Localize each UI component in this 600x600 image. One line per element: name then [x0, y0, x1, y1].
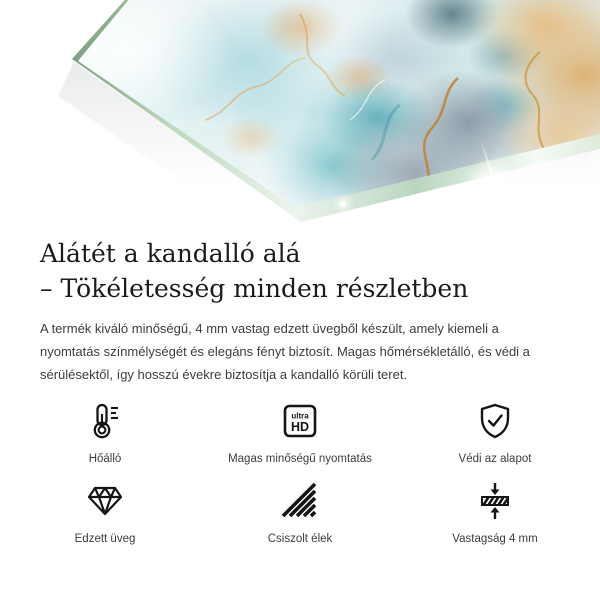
feature-label: Védi az alapot	[458, 453, 532, 465]
title-line-1: Alátét a kandalló alá	[40, 239, 301, 268]
feature-tempered-glass	[0, 481, 210, 545]
feature-label: Magas minőségű nyomtatás	[228, 453, 372, 465]
features-grid	[0, 401, 600, 545]
svg-text:HD: HD	[290, 420, 310, 434]
feature-heat-resistant	[0, 401, 210, 465]
polished-edges-icon	[280, 481, 320, 521]
feature-thickness	[390, 481, 600, 545]
feature-label: Edzett üveg	[74, 533, 136, 545]
shield-check-icon	[475, 401, 515, 441]
product-description: A termék kiváló minőségű, 4 mm vastag edzett üvegből készült, amely kiemeli a nyomtatás színmélységét és elegáns fényt biztosít. Magas hőmérsékletálló, és védi a sérülésektől, így hosszú évekre biztosítja a kandalló körüli teret.	[40, 321, 530, 382]
feature-label: Hőálló	[88, 453, 122, 465]
feature-polished-edges	[210, 481, 390, 545]
product-image	[0, 0, 600, 232]
small-sparkle-icon	[340, 201, 346, 207]
svg-text:ultra: ultra	[291, 411, 309, 421]
feature-label: Csiszolt élek	[267, 533, 333, 545]
thickness-icon	[475, 481, 515, 521]
diamond-icon	[85, 481, 125, 521]
content-block	[0, 236, 600, 545]
page-title	[40, 236, 560, 306]
feature-label: Vastagság 4 mm	[452, 533, 538, 545]
title-line-2: – Tökéletesség minden részletben	[40, 274, 469, 303]
feature-print-quality	[210, 401, 390, 465]
thermometer-icon	[85, 401, 125, 441]
ultra-hd-icon	[280, 401, 320, 441]
feature-protects-base	[390, 401, 600, 465]
